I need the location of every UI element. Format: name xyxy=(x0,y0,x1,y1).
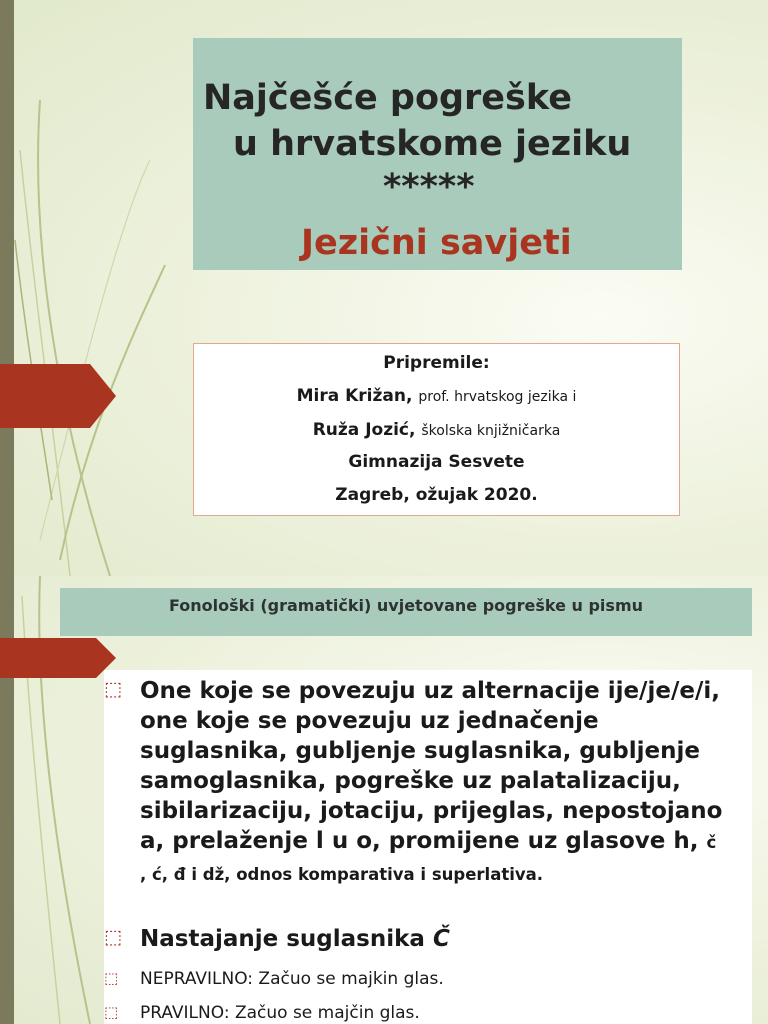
place-date: Zagreb, ožujak 2020. xyxy=(335,485,538,505)
hollow-arrow-bullet-icon: ⬚ xyxy=(104,1003,119,1021)
subtitle: Jezični savjeti xyxy=(301,223,572,263)
bullet-1-tail: č , ć, đ i dž, odnos komparativa i superlativa. xyxy=(140,833,717,884)
hollow-arrow-bullet-icon: ⬚ xyxy=(104,969,119,987)
content-box xyxy=(104,670,752,1024)
school-name: Gimnazija Sesvete xyxy=(348,452,525,472)
bullet-2-main: Nastajanje suglasnika xyxy=(140,926,425,952)
author-1 xyxy=(194,386,679,406)
author-2-name: Ruža Jozić, xyxy=(312,420,416,440)
author-2-role: školska knjižničarka xyxy=(421,423,561,439)
hollow-arrow-bullet-icon: ⬚ xyxy=(104,678,122,700)
bullet-item-2 xyxy=(104,924,450,954)
bullet-1-main: One koje se povezuju uz alternacije ije/je/e/i, one koje se povezuju uz jednačenje suglasnika, gubljenje suglasnika, gubljenje samoglasnika, pogreške uz palatalizaciju, sibilarizaciju, jotaciju, prijeglas, nepostojano a, prelaženje l u o, promijene uz glasove h, xyxy=(140,678,723,854)
bullet-3-text: NEPRAVILNO: Začuo se majkin glas. xyxy=(140,969,444,989)
red-arrow-tab-icon-2 xyxy=(0,638,116,678)
author-1-role: prof. hrvatskog jezika i xyxy=(418,389,577,405)
bullet-item-4 xyxy=(104,1001,420,1024)
title-stars: ***** xyxy=(383,167,475,207)
title-box xyxy=(193,38,682,270)
bullet-4-text: PRAVILNO: Začuo se majčin glas. xyxy=(140,1003,420,1023)
title-line-2: u hrvatskome jeziku xyxy=(233,124,632,164)
title-line-1: Najčešće pogreške xyxy=(203,78,572,118)
section-heading: Fonološki (gramatički) uvjetovane pogreške u pismu xyxy=(60,588,752,636)
bullet-item-3 xyxy=(104,967,444,991)
hollow-arrow-bullet-icon: ⬚ xyxy=(104,926,122,948)
author-1-name: Mira Križan, xyxy=(296,386,413,406)
decorative-stems-icon xyxy=(0,0,200,576)
bullet-1-text xyxy=(140,676,724,890)
prepared-label: Pripremile: xyxy=(383,353,490,373)
bullet-2-letter: Č xyxy=(432,926,450,952)
bullet-2-text xyxy=(140,924,450,954)
bullet-item-1 xyxy=(104,676,724,890)
content-slide xyxy=(0,576,768,1024)
authors-box xyxy=(193,343,680,516)
author-2 xyxy=(194,420,679,440)
red-arrow-tab-icon xyxy=(0,364,116,428)
